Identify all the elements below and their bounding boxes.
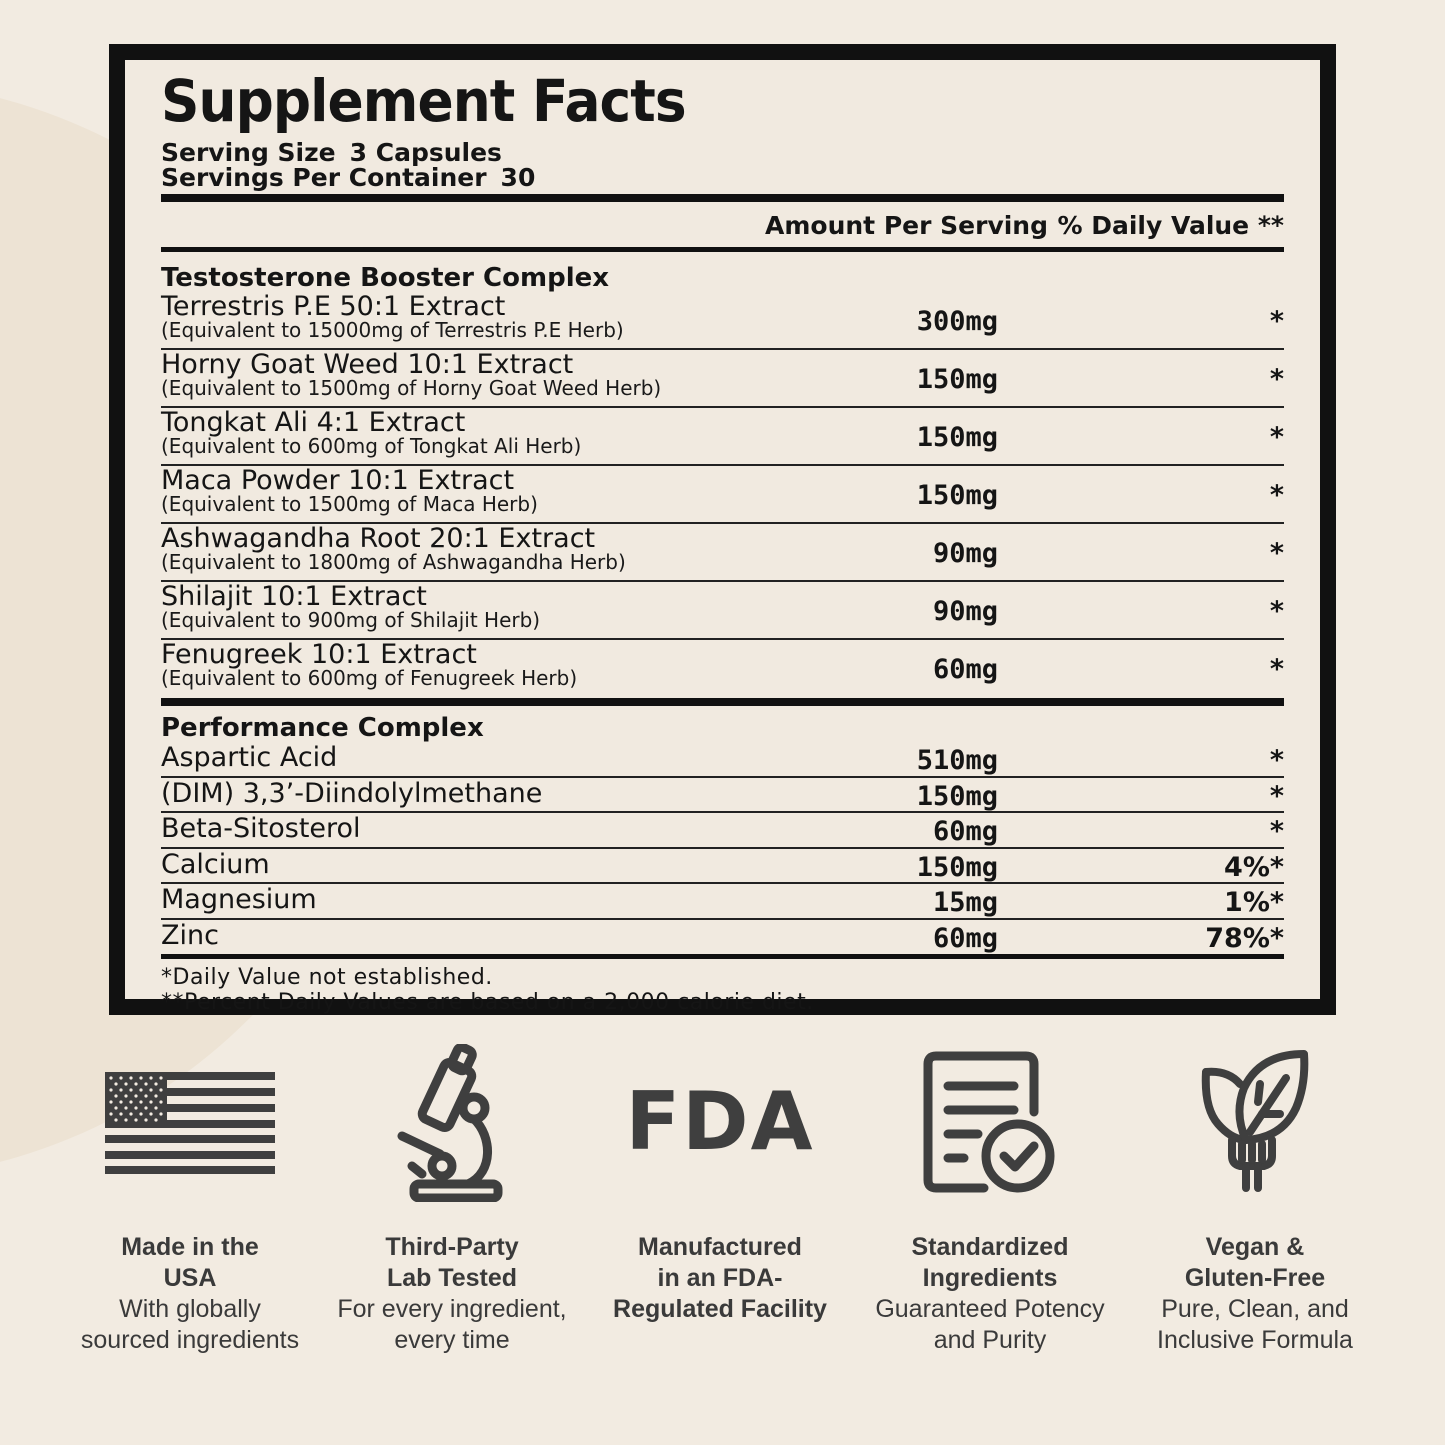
ingredient-row: [161, 813, 1284, 847]
ingredient-amount: 150mg: [916, 422, 998, 453]
ingredient-name: Horny Goat Weed 10:1 Extract: [161, 349, 574, 380]
ingredient-name: Zinc: [161, 919, 219, 951]
ingredient-name: Maca Powder 10:1 Extract: [161, 465, 515, 496]
ingredient-amount: 300mg: [916, 306, 998, 337]
ingredient-daily-value: *: [1269, 654, 1284, 685]
ingredient-equivalent: (Equivalent to 900mg of Shilajit Herb): [161, 608, 541, 632]
section-title: Testosterone Booster Complex: [161, 263, 610, 293]
serving-size-label: Serving Size: [161, 138, 336, 167]
servings-per-container-label: Servings Per Container: [161, 163, 487, 192]
feature-text: [55, 1232, 325, 1356]
ingredient-equivalent: (Equivalent to 1500mg of Maca Herb): [161, 492, 538, 516]
ingredient-name: Shilajit 10:1 Extract: [161, 581, 427, 612]
ingredient-amount: 150mg: [916, 851, 998, 883]
ingredient-row: [161, 350, 1284, 406]
ingredient-amount: 150mg: [916, 480, 998, 511]
feature-desc-line: For every ingredient,: [337, 1295, 567, 1323]
divider-thick: [161, 194, 1284, 202]
ingredient-row: [161, 582, 1284, 638]
servings-per-container-value: 30: [500, 163, 536, 192]
ingredient-row: [161, 920, 1284, 954]
ingredient-row: [161, 742, 1284, 776]
ingredient-row: [161, 524, 1284, 580]
ingredient-daily-value: *: [1269, 364, 1284, 395]
supplement-facts-panel: [109, 44, 1336, 1015]
ingredient-row: [161, 408, 1284, 464]
ingredient-daily-value: *: [1269, 422, 1284, 453]
feature-title-line: Lab Tested: [386, 1264, 518, 1292]
feature-desc-line: Inclusive Formula: [1157, 1326, 1353, 1354]
feature-title-line: Third-Party: [385, 1233, 519, 1261]
serving-size: [161, 140, 1284, 165]
ingredient-amount: 60mg: [932, 922, 998, 954]
document-check-icon: [922, 1050, 1058, 1201]
ingredient-row: [161, 849, 1284, 883]
ingredient-amount: 510mg: [916, 745, 998, 776]
ingredient-name: Ashwagandha Root 20:1 Extract: [161, 523, 596, 554]
ingredient-daily-value: 4%*: [1224, 851, 1284, 883]
ingredient-amount: 90mg: [932, 596, 998, 627]
feature-badges: [0, 1040, 1445, 1440]
ingredient-amount: 15mg: [932, 887, 998, 919]
feature-title-line: Manufactured: [638, 1233, 802, 1261]
servings-per-container: [161, 165, 1284, 190]
ingredient-amount: 90mg: [932, 538, 998, 569]
ingredient-row: [161, 292, 1284, 348]
ingredient-daily-value: *: [1269, 306, 1284, 337]
ingredient-equivalent: (Equivalent to 1800mg of Ashwagandha Herb): [161, 550, 626, 574]
feature-text: [855, 1232, 1125, 1356]
feature-desc-line: every time: [394, 1326, 510, 1354]
leaf-fork-icon: [1200, 1048, 1310, 1199]
ingredient-name: Calcium: [161, 848, 270, 880]
feature-text: [317, 1232, 587, 1356]
feature-title-line: Gluten-Free: [1184, 1264, 1326, 1292]
ingredient-amount: 150mg: [916, 364, 998, 395]
panel-title: Supplement Facts: [161, 67, 686, 135]
ingredient-amount: 60mg: [932, 654, 998, 685]
feature-title-line: USA: [163, 1264, 217, 1292]
footnote-daily-value: *Daily Value not established.: [161, 964, 493, 990]
ingredient-daily-value: *: [1269, 538, 1284, 569]
ingredient-daily-value: *: [1269, 745, 1284, 776]
ingredient-name: Magnesium: [161, 884, 317, 916]
feature-text: [1120, 1232, 1390, 1356]
ingredient-amount: 150mg: [916, 780, 998, 812]
microscope-icon: [392, 1044, 512, 1207]
ingredient-name: Aspartic Acid: [161, 742, 338, 773]
feature-title-line: in an FDA-: [657, 1264, 783, 1292]
feature-desc-line: With globally: [119, 1295, 261, 1323]
feature-title-line: Made in the: [121, 1233, 259, 1261]
ingredient-daily-value: *: [1269, 816, 1284, 848]
feature-title-line: Ingredients: [922, 1264, 1058, 1292]
ingredient-amount: 60mg: [932, 816, 998, 848]
feature-text: [585, 1232, 855, 1325]
section-title: Performance Complex: [161, 713, 484, 743]
ingredient-name: Terrestris P.E 50:1 Extract: [161, 291, 506, 322]
ingredient-row: [161, 884, 1284, 918]
column-headers: [161, 202, 1284, 247]
divider-thick: [161, 698, 1284, 706]
feature-title-line: Standardized: [911, 1233, 1069, 1261]
feature-desc-line: Guaranteed Potency: [875, 1295, 1105, 1323]
ingredient-equivalent: (Equivalent to 15000mg of Terrestris P.E Herb): [161, 318, 624, 342]
fda-icon: FDA: [625, 1075, 815, 1168]
ingredient-row: [161, 778, 1284, 812]
ingredient-daily-value: 1%*: [1224, 887, 1284, 919]
feature-title-line: Vegan &: [1205, 1233, 1305, 1261]
ingredient-name: Fenugreek 10:1 Extract: [161, 639, 477, 670]
ingredient-name: Beta-Sitosterol: [161, 813, 361, 845]
ingredient-equivalent: (Equivalent to 600mg of Tongkat Ali Herb): [161, 434, 582, 458]
feature-desc-line: Regulated Facility: [613, 1295, 827, 1323]
ingredient-equivalent: (Equivalent to 1500mg of Horny Goat Weed Herb): [161, 376, 662, 400]
footnote-percent-daily: **Percent Daily Values are based on a 2,000 calorie diet.: [161, 989, 814, 1015]
ingredient-row: [161, 466, 1284, 522]
ingredient-equivalent: (Equivalent to 600mg of Fenugreek Herb): [161, 666, 578, 690]
feature-desc-line: Pure, Clean, and: [1161, 1295, 1349, 1323]
feature-desc-line: sourced ingredients: [80, 1326, 300, 1354]
col-daily-value-header: % Daily Value **: [1057, 211, 1284, 240]
ingredient-row: [161, 640, 1284, 696]
usa-flag-icon: [105, 1072, 275, 1179]
serving-size-value: 3 Capsules: [349, 138, 502, 167]
ingredient-name: (DIM) 3,3’-Diindolylmethane: [161, 777, 543, 809]
ingredient-daily-value: 78%*: [1205, 922, 1284, 954]
ingredient-daily-value: *: [1269, 780, 1284, 812]
ingredient-daily-value: *: [1269, 480, 1284, 511]
ingredient-daily-value: *: [1269, 596, 1284, 627]
col-amount-header: Amount Per Serving: [765, 211, 1048, 240]
ingredient-name: Tongkat Ali 4:1 Extract: [161, 407, 466, 438]
feature-desc-line: and Purity: [933, 1326, 1047, 1354]
